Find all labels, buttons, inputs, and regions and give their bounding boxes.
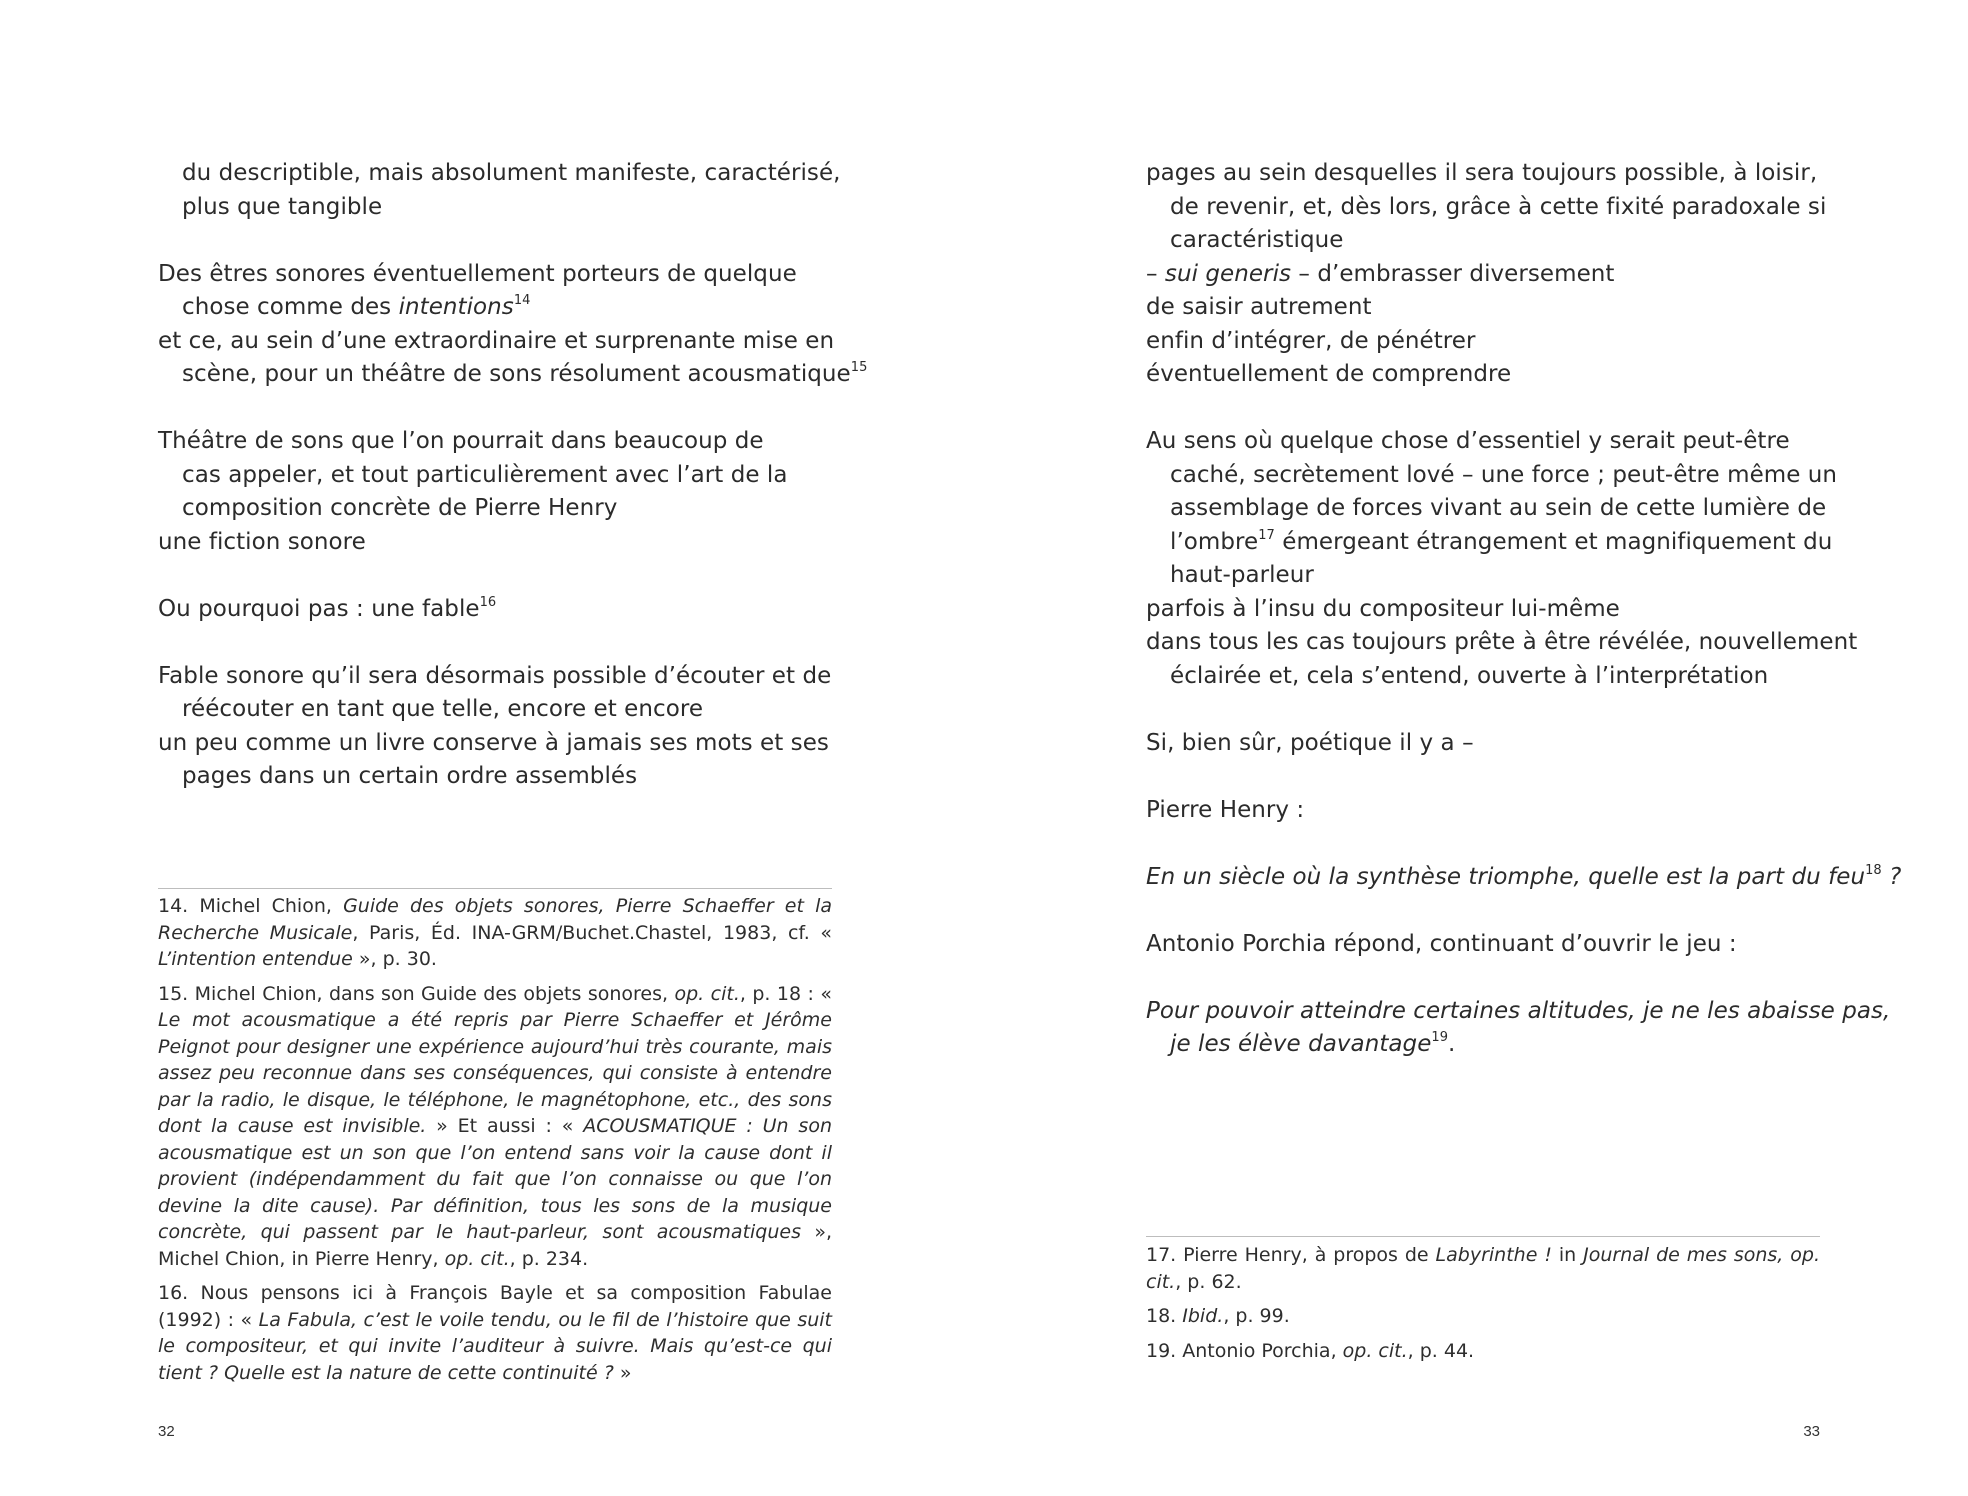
footnote bbox=[158, 981, 832, 1273]
footnote bbox=[158, 893, 832, 973]
italic-text: L’intention entendue bbox=[158, 948, 353, 970]
italic-text: Guide des objets sonores, Pierre Schaeffer et la Recherche Musicale bbox=[158, 895, 832, 944]
verse-line bbox=[158, 459, 832, 493]
text-run: haut-parleur bbox=[1170, 562, 1314, 588]
text-run: 19. Antonio Porchia, bbox=[1146, 1339, 1343, 1362]
italic-text: La Fabula, c’est le voile tendu, ou le fil de l’histoire que suit le compositeur, et qui invite l’auditeur à suivre. Mais qu’est-ce qui tient ? Quelle est la nature de cette continuité ? bbox=[158, 1308, 833, 1384]
verse-line bbox=[1146, 727, 1820, 761]
text-run: plus que tangible bbox=[182, 193, 383, 220]
footnote-ref: 17 bbox=[1258, 527, 1275, 543]
text-run: une fiction sonore bbox=[158, 528, 366, 555]
italic-text: sui generis bbox=[1164, 260, 1292, 287]
verse-line bbox=[158, 593, 832, 627]
stanza-break bbox=[1146, 693, 1820, 727]
text-run: », Michel Chion, in Pierre Henry, bbox=[158, 1221, 832, 1270]
verse-line bbox=[1146, 492, 1827, 526]
text-run: enfin d’intégrer, de pénétrer bbox=[1146, 327, 1476, 354]
italic-text: intentions bbox=[398, 294, 514, 320]
text-run: pages dans un certain ordre assemblés bbox=[182, 763, 638, 789]
text-run: Antonio Porchia répond, continuant d’ouvrir le jeu : bbox=[1146, 930, 1737, 957]
footnote bbox=[158, 1280, 832, 1386]
verse-line bbox=[1146, 358, 1820, 392]
text-run: scène, pour un théâtre de sons résolument acousmatique bbox=[182, 361, 851, 387]
italic-text: op. cit. bbox=[1342, 1339, 1408, 1362]
italic-text: ACOUSMATIQUE : Un son acousmatique est un son que l’on entend sans voir la cause dont il provient (indépendamment du fait que l’on connaisse ou que l’on devine la dite cause). Par définition, tous les sons de la musique concrète, qui passent par le haut-parleur, sont acousmatiques bbox=[158, 1115, 832, 1243]
footnote-ref: 15 bbox=[850, 360, 868, 375]
right-footnotes bbox=[1146, 1242, 1820, 1372]
text-run: réécouter en tant que telle, encore et encore bbox=[182, 696, 704, 722]
italic-text: Journal de mes sons, op. cit. bbox=[1146, 1244, 1820, 1293]
stanza-break bbox=[1146, 894, 1820, 928]
text-run: et ce, au sein d’une extraordinaire et surprenante mise en bbox=[158, 327, 835, 354]
italic-text: op. cit. bbox=[444, 1247, 510, 1270]
page-number-left: 32 bbox=[158, 1423, 175, 1440]
right-body-text bbox=[1146, 157, 1902, 1062]
footnote bbox=[1146, 1303, 1820, 1330]
italic-text: Labyrinthe ! bbox=[1435, 1244, 1552, 1266]
verse-line bbox=[1146, 258, 1820, 292]
verse-line bbox=[1146, 593, 1820, 627]
italic-text: Pour pouvoir atteindre certaines altitudes, je ne les abaisse pas, bbox=[1146, 997, 1891, 1024]
verse-line bbox=[1146, 325, 1820, 359]
verse-line bbox=[1146, 1028, 1820, 1062]
text-run: émergeant étrangement et magnifiquement du bbox=[1274, 528, 1833, 555]
stanza-break bbox=[1146, 392, 1820, 426]
text-run: Ou pourquoi pas : une fable bbox=[158, 595, 480, 622]
stanza-break bbox=[1146, 961, 1820, 995]
text-run: un peu comme un livre conserve à jamais ses mots et ses bbox=[158, 729, 829, 756]
text-run: , Paris, Éd. INA-GRM/Buchet.Chastel, 1983, cf. « bbox=[352, 921, 833, 944]
text-run: Si, bien sûr, poétique il y a – bbox=[1146, 729, 1474, 756]
text-run: », p. 30. bbox=[352, 948, 437, 970]
italic-text: je les élève davantage bbox=[1170, 1031, 1432, 1057]
verse-line bbox=[1146, 928, 1820, 962]
italic-text: En un siècle où la synthèse triomphe, quelle est la part du feu bbox=[1146, 863, 1866, 890]
text-run: , p. 18 : « bbox=[739, 982, 832, 1005]
text-run: in bbox=[1551, 1244, 1584, 1266]
text-run: chose comme des bbox=[182, 294, 399, 320]
verse-line bbox=[1146, 861, 1902, 895]
text-run: – d’embrasser diversement bbox=[1291, 260, 1615, 287]
text-run: pages au sein desquelles il sera toujours possible, à loisir, bbox=[1146, 160, 1818, 186]
footnote-ref: 14 bbox=[513, 293, 531, 308]
verse-line bbox=[158, 425, 832, 459]
text-run: , p. 99. bbox=[1223, 1305, 1290, 1327]
verse-line bbox=[1146, 157, 1820, 191]
stanza-break bbox=[158, 392, 832, 426]
verse-line bbox=[1146, 459, 1838, 493]
text-run: du descriptible, mais absolument manifeste, caractérisé, bbox=[182, 160, 841, 186]
text-run: dans tous les cas toujours prête à être révélée, nouvellement bbox=[1146, 629, 1858, 655]
verse-line bbox=[1146, 224, 1820, 258]
italic-text: op. cit. bbox=[674, 982, 740, 1005]
verse-line bbox=[158, 693, 832, 727]
text-run: Fable sonore qu’il sera désormais possible d’écouter et de bbox=[158, 662, 832, 689]
text-run: parfois à l’insu du compositeur lui-même bbox=[1146, 595, 1620, 622]
verse-line bbox=[158, 526, 832, 560]
text-run: . bbox=[1448, 1031, 1456, 1057]
text-run: » bbox=[613, 1361, 632, 1384]
verse-line bbox=[158, 291, 832, 325]
text-run: » Et aussi : « bbox=[426, 1115, 584, 1137]
text-run: de revenir, et, dès lors, grâce à cette fixité paradoxale si bbox=[1170, 193, 1827, 220]
text-run: caché, secrètement lové – une force ; peut-être même un bbox=[1170, 461, 1838, 488]
footnote-ref: 18 bbox=[1865, 862, 1882, 878]
text-run: – bbox=[1146, 260, 1165, 287]
verse-line bbox=[1146, 794, 1820, 828]
text-run: assemblage de forces vivant au sein de cette lumière de bbox=[1170, 495, 1827, 521]
verse-line bbox=[158, 727, 832, 761]
right-page bbox=[1146, 0, 1902, 1496]
text-run: cas appeler, et tout particulièrement avec l’art de la bbox=[182, 461, 788, 488]
left-body-text bbox=[158, 157, 868, 794]
verse-line bbox=[1146, 626, 1858, 660]
text-run: Théâtre de sons que l’on pourrait dans beaucoup de bbox=[158, 428, 764, 454]
stanza-break bbox=[158, 224, 832, 258]
text-run: Au sens où quelque chose d’essentiel y serait peut-être bbox=[1146, 428, 1790, 454]
text-run: 14. Michel Chion, bbox=[158, 895, 344, 917]
italic-text: Ibid. bbox=[1182, 1305, 1224, 1327]
verse-line bbox=[158, 157, 841, 191]
text-run: Pierre Henry : bbox=[1146, 796, 1305, 823]
left-footnotes bbox=[158, 893, 832, 1394]
text-run: éventuellement de comprendre bbox=[1146, 361, 1512, 387]
stanza-break bbox=[1146, 760, 1820, 794]
stanza-break bbox=[158, 626, 832, 660]
text-run: 18. bbox=[1146, 1305, 1183, 1327]
footnote-ref: 19 bbox=[1431, 1030, 1449, 1045]
verse-line bbox=[158, 358, 868, 392]
text-run: 15. Michel Chion, dans son Guide des objets sonores, bbox=[158, 982, 675, 1005]
text-run: Des êtres sonores éventuellement porteurs de quelque bbox=[158, 260, 797, 287]
verse-line bbox=[158, 492, 832, 526]
verse-line bbox=[158, 660, 832, 694]
text-run: caractéristique bbox=[1170, 227, 1344, 253]
left-page bbox=[158, 0, 868, 1496]
left-footnote-rule bbox=[158, 888, 832, 889]
verse-line bbox=[1146, 995, 1891, 1029]
italic-text: ? bbox=[1881, 863, 1902, 890]
verse-line bbox=[158, 325, 835, 359]
italic-text: Le mot acousmatique a été repris par Pierre Schaeffer et Jérôme Peignot pour designer une expérience aujourd’hui très courante, mais assez peu reconnue dans ses conséquences, qui consiste à entendre par la radio, le disque, le téléphone, le magnétophone, etc., des sons dont la cause est invisible. bbox=[158, 1009, 832, 1137]
verse-line bbox=[1146, 291, 1820, 325]
verse-line bbox=[158, 191, 832, 225]
text-run: 17. Pierre Henry, à propos de bbox=[1146, 1244, 1436, 1266]
verse-line bbox=[1146, 425, 1820, 459]
text-run: composition concrète de Pierre Henry bbox=[182, 495, 618, 521]
verse-line bbox=[1146, 660, 1820, 694]
verse-line bbox=[158, 258, 832, 292]
verse-line bbox=[1146, 526, 1833, 560]
stanza-break bbox=[1146, 827, 1820, 861]
verse-line bbox=[1146, 191, 1827, 225]
text-run: , p. 44. bbox=[1407, 1339, 1475, 1362]
text-run: , p. 62. bbox=[1175, 1270, 1242, 1293]
verse-line bbox=[158, 760, 832, 794]
page-number-right: 33 bbox=[1803, 1423, 1820, 1440]
text-run: éclairée et, cela s’entend, ouverte à l’interprétation bbox=[1170, 662, 1769, 689]
text-run: 16. Nous pensons ici à François Bayle et sa composition Fabulae (1992) : « bbox=[158, 1282, 832, 1331]
footnote bbox=[1146, 1242, 1820, 1295]
text-run: , p. 234. bbox=[509, 1247, 589, 1270]
footnote-ref: 16 bbox=[479, 594, 497, 610]
right-footnote-rule bbox=[1146, 1236, 1820, 1237]
footnote bbox=[1146, 1338, 1820, 1365]
text-run: l’ombre bbox=[1170, 528, 1259, 555]
stanza-break bbox=[158, 559, 832, 593]
verse-line bbox=[1146, 559, 1820, 593]
text-run: de saisir autrement bbox=[1146, 294, 1372, 320]
